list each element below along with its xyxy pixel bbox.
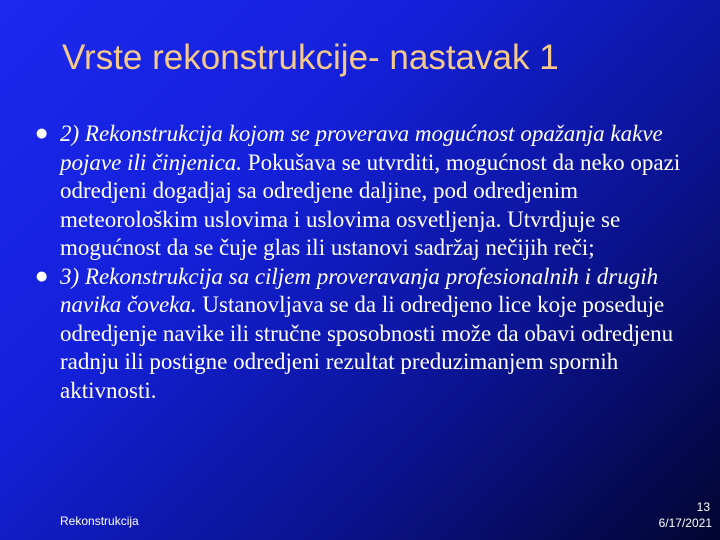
bullet-icon: ●	[36, 268, 48, 284]
bullet-item-reconstruction-2	[36, 120, 690, 263]
bullet-body-text: Pokušava se utvrditi, mogućnost da neko opazi odredjeni dogadjaj sa odredjene daljine, pod odredjenim meteorološkim uslovima i uslovima osvetljenja. Utvrdjuje se mogućnost da se čuje glas ili ustanovi sadržaj nečijih reči;	[60, 149, 681, 260]
bullet-body-text: Ustanovljava se da li odredjeno lice koje poseduje odredjenje navike ili stručne sposobnosti može da obavi odredjenu radnju ili postigne odredjeni rezultat preduzimanjem spornih aktivnosti.	[60, 292, 674, 403]
bullet-lead-text: 2) Rekonstrukcija kojom se proverava mogućnost opažanja kakve pojave ili činjenica.	[60, 121, 663, 175]
slide-title: Vrste rekonstrukcije- nastavak 1	[62, 38, 559, 77]
footer-date: 6/17/2021	[658, 516, 712, 530]
bullet-icon: ●	[36, 126, 48, 141]
bullet-lead-text: 3) Rekonstrukcija sa ciljem proveravanja profesionalnih i drugih navika čoveka.	[60, 263, 659, 317]
bullet-item-reconstruction-3	[36, 263, 690, 406]
page-number: 13	[696, 500, 710, 514]
bullet-list	[36, 120, 690, 405]
footer-label: Rekonstrukcija	[60, 514, 139, 528]
